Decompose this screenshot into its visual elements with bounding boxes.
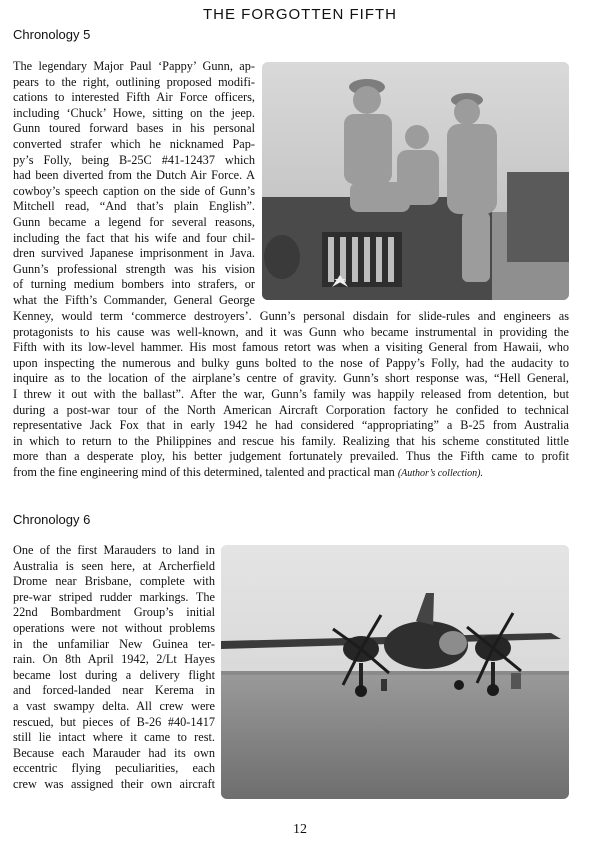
text-line: became lost during a delivery flight xyxy=(13,667,215,682)
text-line: Gunn’s professional strength was his vision xyxy=(13,261,255,276)
text-line: a vast swampy delta. All crew were xyxy=(13,698,215,713)
chronology-6-wrapped-text xyxy=(13,543,215,793)
text-line: Mitchell read, “And that’s plain English”. xyxy=(13,199,255,214)
text-line-content: from the fine engineering mind of this determined, talented and practical man xyxy=(13,464,395,479)
text-line: representative Jack Fox that in early 1942 he had considered “appropriating” a B-25 from Australia xyxy=(13,418,569,433)
text-line: pears to the right, outlining proposed modifi- xyxy=(13,74,255,89)
page-number: 12 xyxy=(293,822,307,837)
text-line: including the fact that his wife and four chil- xyxy=(13,230,255,245)
text-line: inquire as to the location of the airplane’s centre of gravity. Gunn’s short response was, “Hell General, xyxy=(13,371,569,386)
text-line: The legendary Major Paul ‘Pappy’ Gunn, ap- xyxy=(13,59,255,73)
text-line: Gunn toured forward bases in his personal xyxy=(13,121,255,136)
text-line: Gunn became a legend for several reasons, xyxy=(13,214,255,229)
text-line: including ‘Chuck’ Howe, sitting on the jeep. xyxy=(13,105,255,120)
text-line: eccentric flying peculiarities, each xyxy=(13,761,215,776)
text-line: py’s Folly, being B-25C #41-12437 which xyxy=(13,152,255,167)
text-line: cations to interested Fifth Air Force officers, xyxy=(13,90,255,105)
text-line: during a post-war tour of the North American Aircraft Corporation factory he confided to technical xyxy=(13,402,569,417)
text-line: Because each Marauder had its own xyxy=(13,745,215,760)
text-line: Australia is seen here, at Archerfield xyxy=(13,558,215,573)
text-line: operations were not without problems xyxy=(13,620,215,635)
text-line: in which to return to the Philippines and rescue his family. Realizing that his scheme constituted little xyxy=(13,433,569,448)
text-line: of turning medium bombers into strafers, or xyxy=(13,277,255,292)
chronology-5-wrapped-text xyxy=(13,59,255,309)
text-line: cowboy’s speech caption on the side of Gunn’s xyxy=(13,183,255,198)
chronology-5-full-text xyxy=(13,309,569,482)
text-line: had been diverted from the Dutch Air Force. A xyxy=(13,168,255,183)
text-line: Fifth with its low-level hammer. His most famous retort was when a visiting General from Hawaii, who xyxy=(13,340,569,355)
text-line: Kenney, would term ‘commerce destroyers’. Gunn’s personal disdain for slide-rules and engineers as xyxy=(13,309,569,323)
text-line: upon inspecting the numerous and bulky guns bolted to the nose of Pappy’s Folly, had the audacity to xyxy=(13,355,569,370)
section-title-chronology-6: Chronology 6 xyxy=(13,512,91,527)
text-line: rescued, but pieces of B-26 #40-1417 xyxy=(13,714,215,729)
text-line: more than a desperate ploy, his better judgement fortunately prevailed. Thus the Fifth came to profit xyxy=(13,449,569,464)
text-line: still lie intact where it came to rest. xyxy=(13,730,215,745)
section-title-chronology-5: Chronology 5 xyxy=(13,27,91,42)
photo-credit: (Author’s collection). xyxy=(397,467,483,479)
text-line: protagonists to his cause was well-known, and it was Gunn who became instrumental in providing the xyxy=(13,324,569,339)
text-line: One of the first Marauders to land in xyxy=(13,543,215,557)
text-line: pre-war striped rudder markings. The xyxy=(13,589,215,604)
text-line: converted strafer which he nicknamed Pap- xyxy=(13,136,255,151)
photo-officers-on-jeep xyxy=(262,62,569,300)
text-line: I threw it out with the ballast”. After the war, Gunn’s family was happily released from detention, but xyxy=(13,386,569,401)
text-line: crew was assigned their own aircraft xyxy=(13,776,215,791)
text-line: what the Fifth’s Commander, General George xyxy=(13,292,255,307)
text-line: dren survived Japanese imprisonment in Java. xyxy=(13,246,255,261)
text-line: 22nd Bombardment Group’s initial xyxy=(13,605,215,620)
photo-marauder-aircraft xyxy=(221,545,569,799)
text-line: Drome near Brisbane, complete with xyxy=(13,574,215,589)
text-line: and forced-landed near Kerema in xyxy=(13,683,215,698)
text-line: rain. On 8th April 1942, 2/Lt Hayes xyxy=(13,652,215,667)
running-head: THE FORGOTTEN FIFTH xyxy=(203,6,397,23)
text-line: in the unfamiliar New Guinea ter- xyxy=(13,636,215,651)
text-line xyxy=(13,465,569,482)
